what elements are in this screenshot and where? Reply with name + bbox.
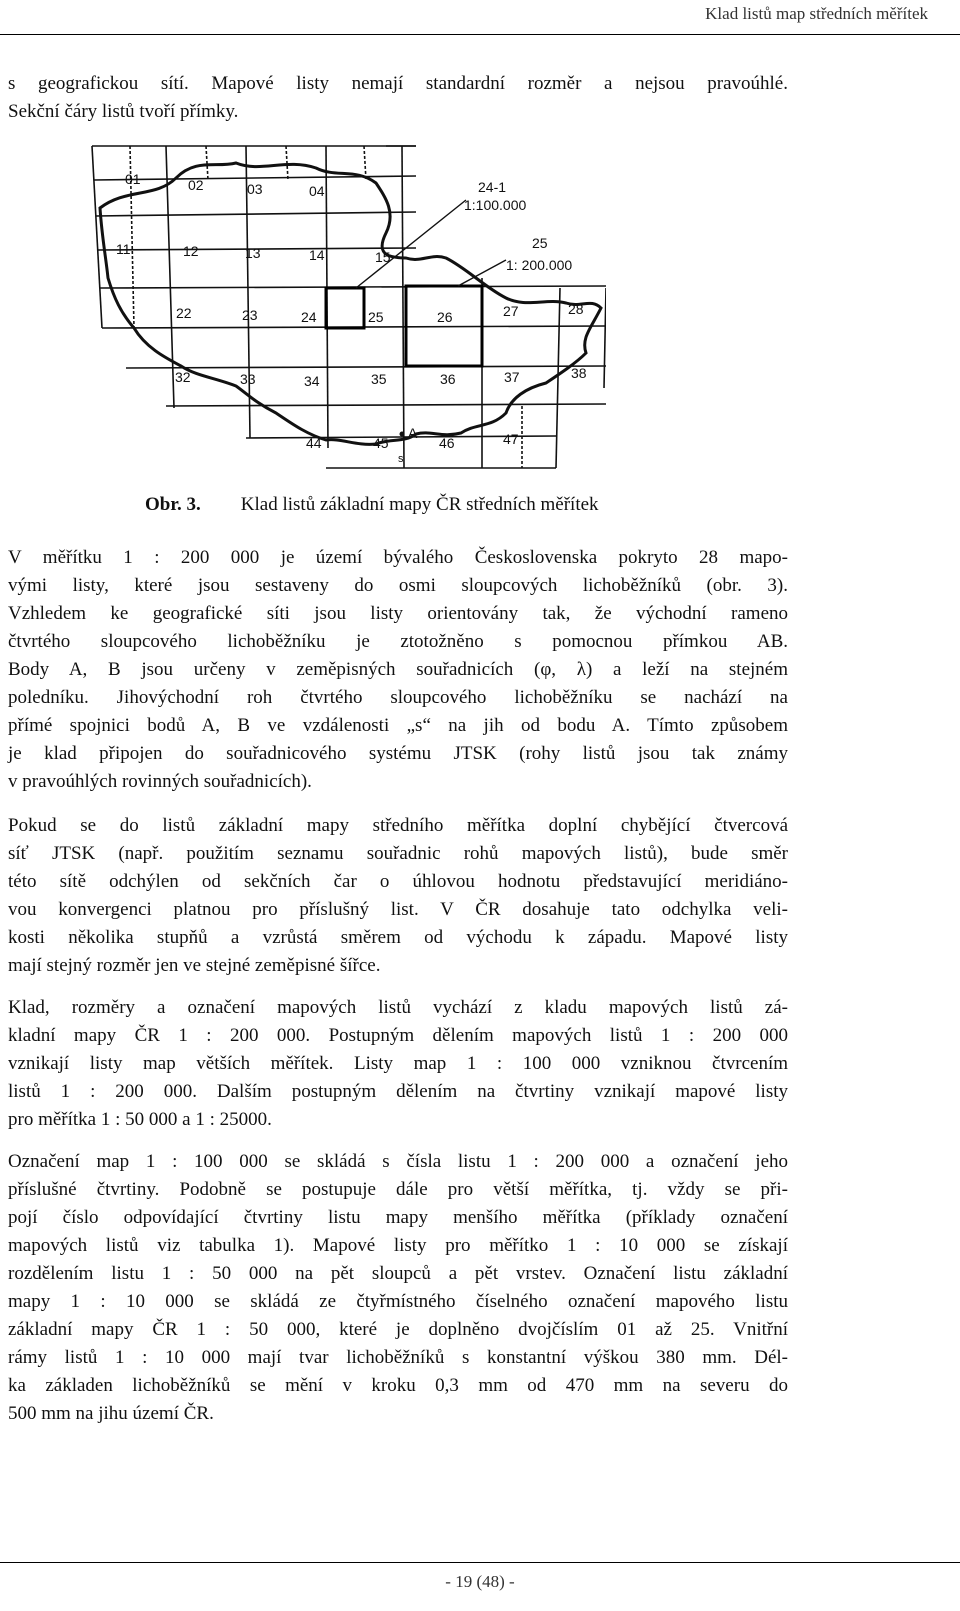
grid-label: 38: [571, 365, 587, 381]
grid-label: 03: [247, 181, 263, 197]
callout-scale-label: 1:100.000: [464, 197, 527, 213]
header-rule: [0, 34, 960, 35]
text-line: Označení map 1 : 100 000 se skládá s čísla listu 1 : 200 000 a označení jeho: [8, 1151, 788, 1172]
grid-label: 02: [188, 177, 204, 193]
grid-label: 25: [368, 309, 384, 325]
intro-paragraph: [8, 70, 788, 126]
callout-arrows: [356, 146, 506, 288]
grid-label: 26: [437, 309, 453, 325]
body-paragraph: [8, 1148, 788, 1428]
callout-sheet-label: 25: [532, 235, 548, 251]
text-line: Body A, B jsou určeny v zeměpisných souřadnicích (φ, λ) a leží na stejném: [8, 659, 788, 680]
text-line: mapy 1 : 10 000 se skládá ze čtyřmístného číselného označení mapového listu: [8, 1291, 788, 1312]
text-line: Vzhledem ke geografické síti jsou listy orientovány tak, že východní rameno: [8, 603, 788, 624]
text-line: vými listy, které jsou sestaveny do osmi sloupcových lichoběžníků (obr. 3).: [8, 575, 788, 596]
body-paragraph: [8, 812, 788, 980]
text-line: Pokud se do listů základní mapy středního měřítka doplní chybějící čtvercová: [8, 815, 788, 836]
map-sheet-layout-figure: [86, 138, 606, 478]
text-line: síť JTSK (např. použitím seznamu souřadnic rohů mapových listů), bude směr: [8, 843, 788, 864]
text-line: kosti několika stupňů a vzrůstá směrem od východu k západu. Mapové listy: [8, 927, 788, 948]
page-number: - 19 (48) -: [445, 1572, 515, 1591]
text-line: vou konvergenci platnou pro příslušný list. V ČR dosahuje tato odchylka veli-: [8, 899, 788, 920]
sheet-24-1-highlight: [326, 288, 364, 328]
figure-caption: [145, 494, 599, 516]
body-paragraph: [8, 994, 788, 1134]
grid-label: 01: [125, 171, 141, 187]
grid-label: 27: [503, 303, 519, 319]
text-line: v pravoúhlých rovinných souřadnicích).: [8, 771, 312, 792]
grid-label: 04: [309, 183, 325, 199]
grid-label: 14: [309, 247, 325, 263]
point-s-label: s: [398, 453, 404, 465]
text-line: V měřítku 1 : 200 000 je území bývalého Československa pokryto 28 mapo-: [8, 547, 788, 568]
grid-label: 45: [373, 435, 389, 451]
text-line: 500 mm na jihu území ČR.: [8, 1403, 214, 1424]
text-line: čtvrtého sloupcového lichoběžníku je ztotožněno s pomocnou přímkou AB.: [8, 631, 788, 652]
point-a-marker: [400, 432, 405, 437]
text-line: poledníku. Jihovýchodní roh čtvrtého sloupcového lichoběžníku se nachází na: [8, 687, 788, 708]
text-line: ka základen lichoběžníků se mění v kroku 0,3 mm od 470 mm na severu do: [8, 1375, 788, 1396]
text-line: pojí číslo odpovídající čtvrtiny listu mapy menšího měřítka (příklady označení: [8, 1207, 788, 1228]
grid-label: 34: [304, 373, 320, 389]
callout-sheet-label: 24-1: [478, 179, 507, 195]
footer-rule: [0, 1562, 960, 1563]
text-line: příslušné čtvrtiny. Podobně se postupuje dále pro větší měřítka, tj. vždy se při-: [8, 1179, 788, 1200]
text-line: vznikají listy map větších měřítek. Listy map 1 : 100 000 vzniknou čtvrcením: [8, 1053, 788, 1074]
grid-label: 22: [176, 305, 192, 321]
grid-label: 44: [306, 435, 322, 451]
text-line: mají stejný rozměr jen ve stejné zeměpisné šířce.: [8, 955, 381, 976]
grid-label: 32: [175, 369, 191, 385]
grid-label: 13: [245, 245, 261, 261]
body-paragraph: [8, 544, 788, 796]
grid-label: 11: [116, 241, 131, 257]
grid-label: 46: [439, 435, 455, 451]
text-line: rozdělením listu 1 : 50 000 na pět sloupců a pět vrstev. Označení listu základní: [8, 1263, 788, 1284]
figure-number: Obr. 3.: [145, 494, 201, 515]
text-line: této sítě odchýlen od sekčních čar o úhlovou hodnotu představující meridiáno-: [8, 871, 788, 892]
point-a-label: A: [408, 425, 418, 441]
callout-labels: [398, 179, 572, 465]
text-line: Sekční čáry listů tvoří přímky.: [8, 101, 239, 122]
grid-label: 23: [242, 307, 258, 323]
grid-label: 24: [301, 309, 317, 325]
text-line: rámy listů 1 : 10 000 mají tvar lichoběžníků s konstantní výškou 380 mm. Dél-: [8, 1347, 788, 1368]
grid-label: 37: [504, 369, 520, 385]
grid-label: 47: [503, 431, 519, 447]
text-line: kladní mapy ČR 1 : 200 000. Postupným dělením mapových listů 1 : 200 000: [8, 1025, 788, 1046]
text-line: listů 1 : 200 000. Dalším postupným dělením na čtvrtiny vznikají mapové listy: [8, 1081, 788, 1102]
running-header: Klad listů map středních měřítek: [705, 4, 928, 23]
callout-scale-label: 1: 200.000: [506, 257, 573, 273]
grid-lines: [92, 146, 606, 468]
grid-label: 33: [240, 371, 256, 387]
text-line: přímé spojnici bodů A, B ve vzdálenosti „s“ na jih od bodu A. Tímto způsobem: [8, 715, 788, 736]
text-line: Klad, rozměry a označení mapových listů vychází z kladu mapových listů zá-: [8, 997, 788, 1018]
text-line: základní mapy ČR 1 : 50 000, které je doplněno dvojčíslím 01 až 25. Vnitřní: [8, 1319, 788, 1340]
text-line: mapových listů viz tabulka 1). Mapové listy pro měřítko 1 : 10 000 se získají: [8, 1235, 788, 1256]
text-line: je klad připojen do souřadnicového systému JTSK (rohy listů jsou tak známy: [8, 743, 788, 764]
grid-label: 35: [371, 371, 387, 387]
text-line: s geografickou sítí. Mapové listy nemají standardní rozměr a nejsou pravoúhlé.: [8, 73, 788, 94]
figure-caption-text: Klad listů základní mapy ČR středních měřítek: [240, 494, 599, 515]
grid-label: 36: [440, 371, 456, 387]
grid-label: 28: [568, 301, 584, 317]
grid-label: 15: [375, 249, 391, 265]
grid-label: 12: [183, 243, 199, 259]
text-line: pro měřítka 1 : 50 000 a 1 : 25000.: [8, 1109, 272, 1130]
